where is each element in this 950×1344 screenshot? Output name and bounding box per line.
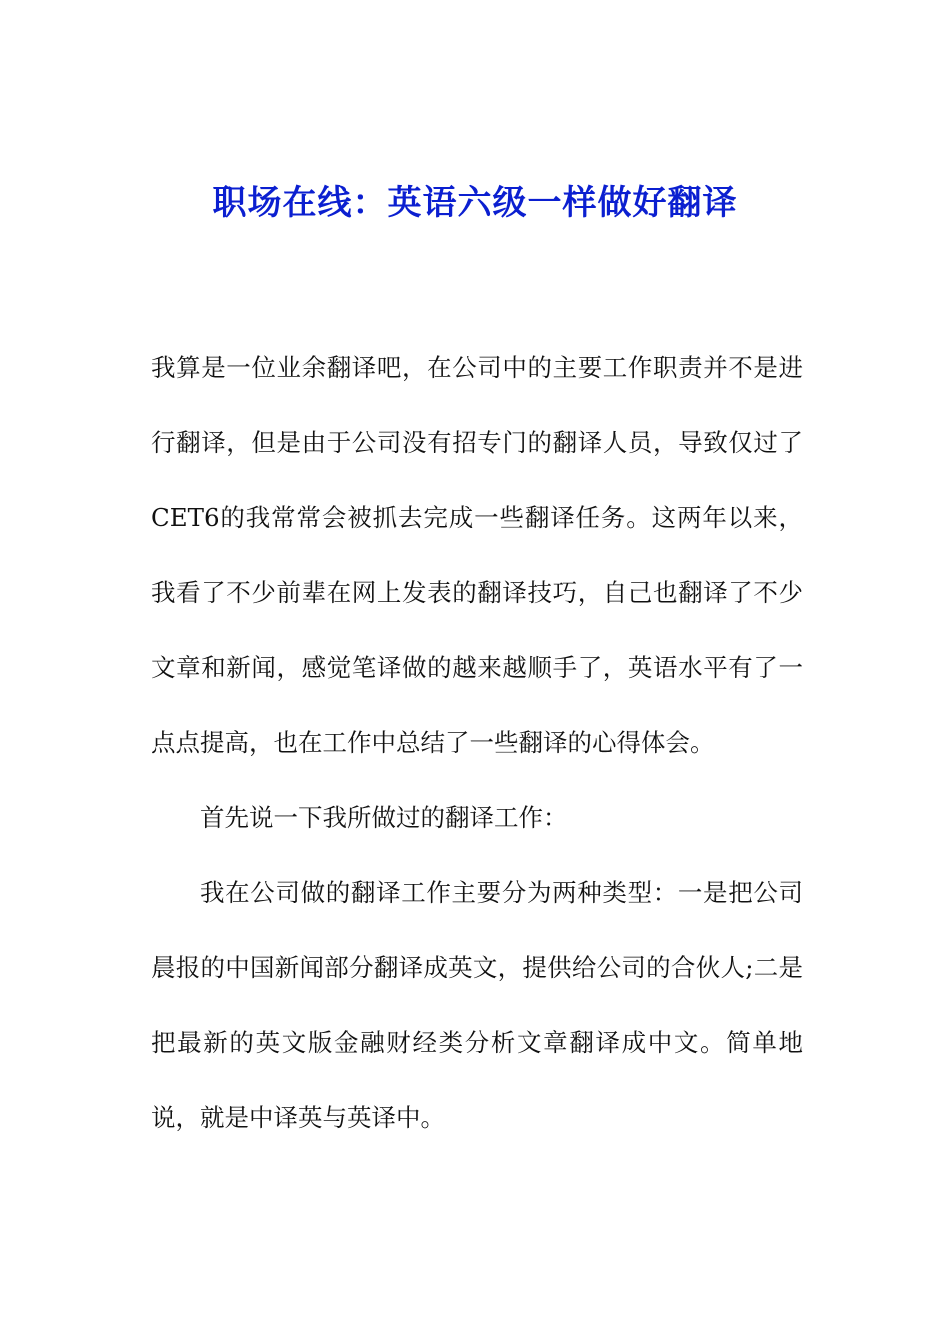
paragraph-intro: 我算是一位业余翻译吧，在公司中的主要工作职责并不是进行翻译，但是由于公司没有招专门的翻译人员，导致仅过了CET6的我常常会被抓去完成一些翻译任务。这两年以来，我看了不少前辈在网上发表的翻译技巧，自己也翻译了不少文章和新闻，感觉笔译做的越来越顺手了，英语水平有了一点点提高，也在工作中总结了一些翻译的心得体会。 <box>151 353 803 757</box>
paragraph-work-types: 我在公司做的翻译工作主要分为两种类型：一是把公司晨报的中国新闻部分翻译成英文，提供给公司的合伙人;二是把最新的英文版金融财经类分析文章翻译成中文。简单地说，就是中译英与英译中。 <box>151 878 803 1132</box>
document-body <box>151 330 803 1155</box>
paragraph-work-intro: 首先说一下我所做过的翻译工作： <box>200 803 568 832</box>
document-title: 职场在线：英语六级一样做好翻译 <box>212 183 738 223</box>
